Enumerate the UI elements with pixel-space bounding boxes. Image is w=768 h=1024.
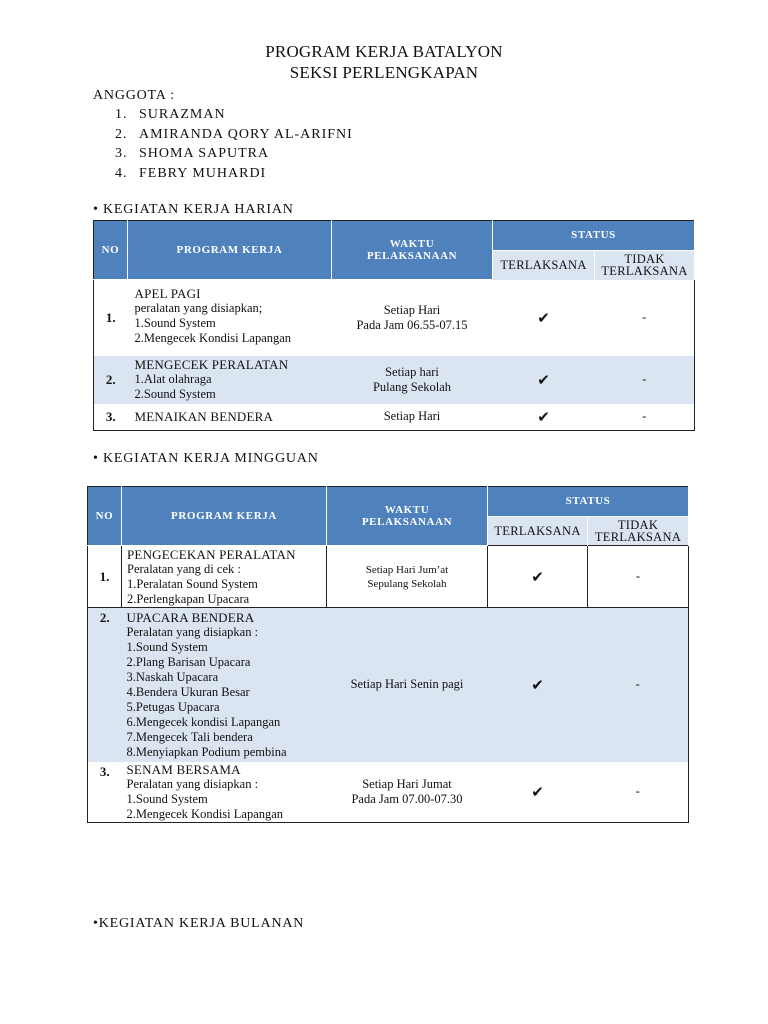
check-mark-icon: ✔ xyxy=(537,370,550,389)
member-item: 4. FEBRY MUHARDI xyxy=(115,165,267,181)
col-header-no: NO xyxy=(94,221,128,280)
table-row: 1. PENGECEKAN PERALATAN Peralatan yang di cek : 1.Peralatan Sound System 2.Perlengkapan Upacara Setiap Hari Jum’at Sepulang Sekolah ✔ - xyxy=(88,546,689,608)
member-item: 2. AMIRANDA QORY AL-ARIFNI xyxy=(115,126,353,142)
col-header-notdone: TIDAK TERLAKSANA xyxy=(595,250,695,280)
col-header-status: STATUS xyxy=(488,487,689,517)
monthly-heading: •KEGIATAN KERJA BULANAN xyxy=(93,916,305,931)
table-row: 1. APEL PAGI peralatan yang disiapkan; 1.Sound System 2.Mengecek Kondisi Lapangan Setiap Hari Pada Jam 06.55-07.15 ✔ - xyxy=(94,280,695,356)
document-subtitle: SEKSI PERLENGKAPAN xyxy=(289,63,479,82)
weekly-table xyxy=(87,486,689,823)
col-header-status: STATUS xyxy=(493,221,695,251)
document-title: PROGRAM KERJA BATALYON xyxy=(265,42,503,61)
check-mark-icon: ✔ xyxy=(531,675,544,694)
col-header-program: PROGRAM KERJA xyxy=(128,221,332,280)
weekly-heading: • KEGIATAN KERJA MINGGUAN xyxy=(93,451,319,466)
table-row: 3. SENAM BERSAMA Peralatan yang disiapkan : 1.Sound System 2.Mengecek Kondisi Lapangan Setiap Hari Jumat Pada Jam 07.00-07.30 ✔ - xyxy=(99,761,640,821)
check-mark-icon: ✔ xyxy=(488,546,588,608)
check-mark-icon: ✔ xyxy=(537,308,550,327)
col-header-waktu: WAKTU PELAKSANAAN xyxy=(332,221,493,280)
member-item: 1. SURAZMAN xyxy=(115,107,226,122)
check-mark-icon: ✔ xyxy=(537,407,550,426)
table-row: 2. MENGECEK PERALATAN 1.Alat olahraga 2.Sound System Setiap hari Pulang Sekolah ✔ - xyxy=(94,356,695,404)
member-item: 3. SHOMA SAPUTRA xyxy=(115,146,270,161)
col-header-no: NO xyxy=(88,487,122,546)
col-header-done: TERLAKSANA xyxy=(493,250,595,280)
table-row: 3. MENAIKAN BENDERA Setiap Hari ✔ - xyxy=(94,404,695,431)
col-header-waktu: WAKTU PELAKSANAAN xyxy=(327,487,488,546)
col-header-done: TERLAKSANA xyxy=(488,516,588,546)
members-label: ANGGOTA : xyxy=(93,88,175,103)
col-header-notdone: TIDAK TERLAKSANA xyxy=(588,516,689,546)
daily-heading: • KEGIATAN KERJA HARIAN xyxy=(93,202,294,217)
daily-table xyxy=(93,220,695,431)
check-mark-icon: ✔ xyxy=(531,782,544,801)
members-list xyxy=(115,107,353,185)
table-row: 2. UPACARA BENDERA Peralatan yang disiapkan : 1.Sound System 2.Plang Barisan Upacara 3.Naskah Upacara 4.Bendera Ukuran Besar 5.Petugas Upacara 6.Mengecek kondisi Lapangan 7.Mengecek Tali bendera 8.Menyiapkan Podium pembina Setiap Hari Senin pagi ✔ - xyxy=(88,608,689,762)
col-header-program: PROGRAM KERJA xyxy=(122,487,327,546)
